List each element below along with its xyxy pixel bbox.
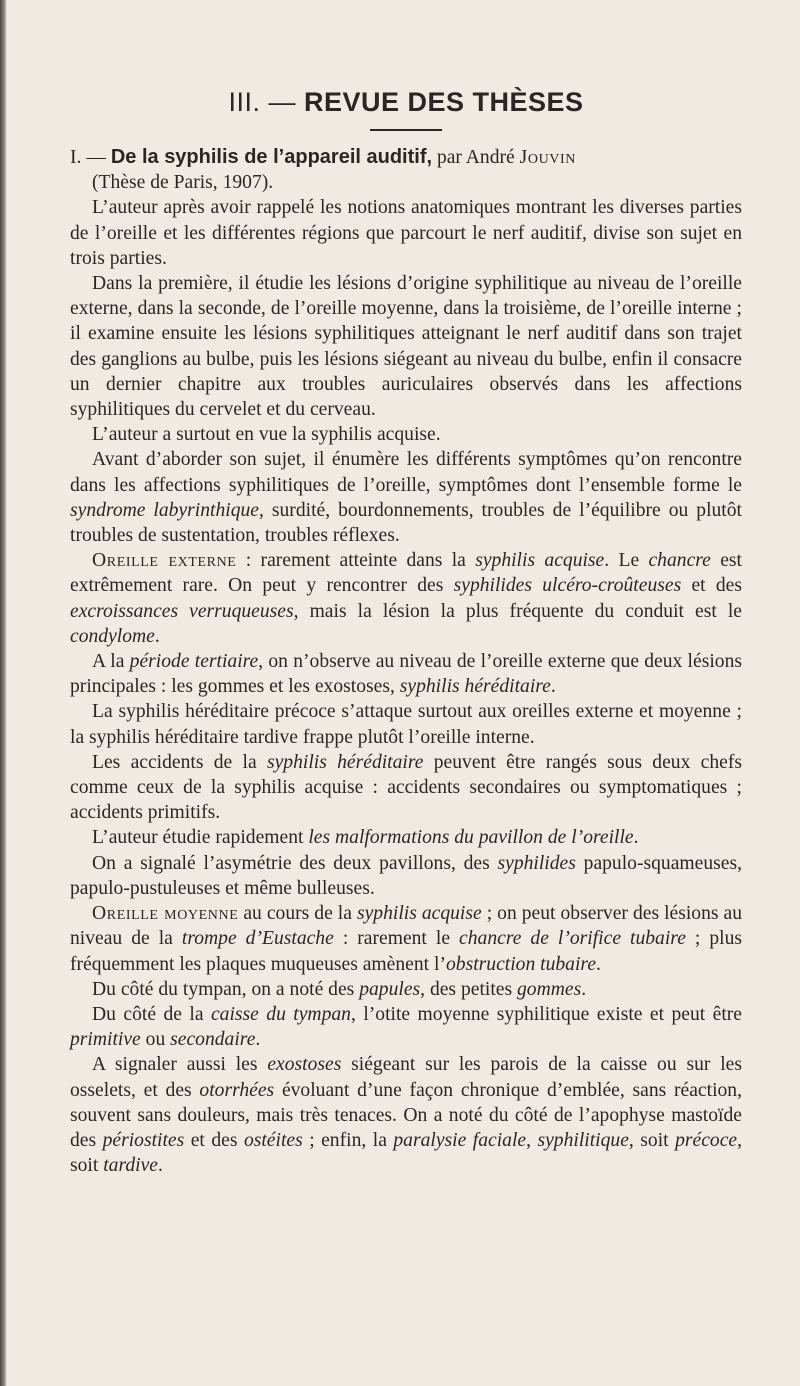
text-run: , mais la lésion la plus fréquente du conduit est le xyxy=(293,600,742,622)
text-run: et des xyxy=(184,1129,244,1151)
italic-term: otorrhées xyxy=(199,1079,275,1101)
paragraph xyxy=(70,548,742,649)
italic-term: syphilis héréditaire xyxy=(399,676,551,698)
text-run: . xyxy=(550,676,556,698)
italic-term: syndrome labyrinthique xyxy=(70,499,260,521)
paragraph xyxy=(70,750,742,826)
italic-term: gommes xyxy=(517,978,582,1000)
paragraph: Dans la première, il étudie les lésions d’origine syphilitique au niveau de l’oreille externe, dans la seconde, de l’oreille moyenne, dans la troisième, de l’oreille interne ; il examine ensuite les lésions syphilitiques atteignant le nerf auditif dans son trajet des ganglions au bulbe, puis les lésions siégeant au niveau du bulbe, enfin il consacre un dernier chapitre aux troubles auriculaires observés dans les affections syphilitiques du cervelet et du cerveau. xyxy=(70,273,742,421)
text-run: : rarement atteinte dans la xyxy=(236,550,476,572)
text-run: A la xyxy=(92,651,130,673)
italic-term: syphilitique xyxy=(537,1129,629,1151)
text-run: évoluant d’une façon chronique d’emblée, sans réaction, souvent sans douleurs, mais très tenaces. On a noté du côté de l’apophyse mastoïde des xyxy=(70,1079,742,1151)
paragraph: La syphilis héréditaire précoce s’attaque surtout aux oreilles externe et moyenne ; la syphilis héréditaire tardive frappe plutôt l’oreille interne. xyxy=(70,701,742,748)
text-run: au cours de la xyxy=(238,903,357,925)
paragraph xyxy=(70,447,742,548)
text-run: , des petites xyxy=(420,978,517,1000)
text-run: L’auteur étudie rapidement xyxy=(92,827,309,849)
paragraph xyxy=(70,851,742,901)
italic-term: période tertiaire xyxy=(129,651,259,673)
text-run: est extrêmement rare. On peut y rencontrer des xyxy=(70,550,742,597)
author-prefix: par André xyxy=(436,147,515,168)
italic-term: tardive xyxy=(103,1155,158,1177)
italic-term: syphilis acquise xyxy=(475,550,605,572)
text-run: , l’otite moyenne syphilitique existe et peut être xyxy=(350,1003,742,1025)
paragraph: L’auteur a surtout en vue la syphilis acquise. xyxy=(92,424,441,446)
text-run: . Le xyxy=(604,550,649,572)
article-subtitle: De la syphilis de l’appareil auditif, xyxy=(110,146,433,168)
text-run: On a signalé l’asymétrie des deux pavillons, des xyxy=(92,852,498,874)
section-number: III. — xyxy=(228,87,296,117)
heading-rule xyxy=(370,129,442,131)
text-run: Du côté de la xyxy=(92,1003,211,1025)
italic-term: précoce xyxy=(675,1129,738,1151)
text-run: . xyxy=(596,953,601,975)
page-content xyxy=(70,84,742,1178)
article-body xyxy=(70,145,742,1178)
italic-term: excroissances verruqueuses xyxy=(70,600,294,622)
section-label: Oreille externe xyxy=(92,550,237,572)
text-run: . xyxy=(158,1155,163,1177)
article-number: I. — xyxy=(70,147,106,168)
text-run: ; plus fréquemment les plaques muqueuses amènent l’ xyxy=(70,928,743,975)
text-run: . xyxy=(581,978,587,1000)
text-run: : rarement le xyxy=(333,928,460,950)
italic-term: syphilides xyxy=(497,852,576,874)
italic-term: syphilides ulcéro-croûteuses xyxy=(453,575,682,597)
text-run: , soit xyxy=(628,1129,676,1151)
italic-term: paralysie faciale xyxy=(393,1129,527,1151)
page-heading xyxy=(70,84,742,120)
text-run: Du côté du tympan, on a noté des xyxy=(92,978,360,1000)
text-run: Les accidents de la xyxy=(92,751,267,773)
italic-term: périostites xyxy=(102,1129,185,1151)
italic-term: chancre xyxy=(648,550,711,572)
text-run: , xyxy=(526,1129,538,1151)
paragraph xyxy=(70,649,742,699)
paragraph xyxy=(70,1052,742,1178)
italic-term: ostéites xyxy=(243,1129,303,1151)
italic-term: les malformations du pavillon de l’oreille xyxy=(308,827,634,849)
italic-term: syphilis acquise xyxy=(356,903,482,925)
text-run: , soit xyxy=(70,1129,742,1177)
text-run: . xyxy=(633,827,639,849)
text-run: . xyxy=(154,625,160,647)
text-run: , surdité, bourdonnements, troubles de l’équilibre ou plutôt troubles de sustentation, troubles réflexes. xyxy=(70,499,742,547)
text-run: peuvent être rangés sous deux chefs comme ceux de la syphilis acquise : accidents secondaires ou symptomatiques ; accidents primitifs. xyxy=(70,751,742,824)
paragraph xyxy=(70,1002,742,1052)
book-spine-edge xyxy=(0,0,7,1386)
italic-term: papules xyxy=(359,978,421,1000)
italic-term: trompe d’Eustache xyxy=(181,928,334,950)
paragraph xyxy=(70,901,742,977)
article-source: (Thèse de Paris, 1907). xyxy=(92,172,274,194)
italic-term: exostoses xyxy=(267,1054,342,1076)
text-run: siégeant sur les parois de la caisse ou sur les osselets, et des xyxy=(70,1054,742,1101)
paragraph xyxy=(70,825,742,850)
text-run: et des xyxy=(681,575,743,597)
paragraph: L’auteur après avoir rappelé les notions anatomiques montrant les diverses parties de l’oreille et les différentes régions que parcourt le nerf auditif, divise son sujet en trois parties. xyxy=(70,197,742,269)
italic-term: condylome xyxy=(70,625,155,647)
italic-term: primitive xyxy=(70,1029,141,1051)
paragraph xyxy=(70,977,742,1002)
text-run: papulo-squameuses, papulo-pustuleuses et même bulleuses. xyxy=(70,852,742,899)
text-run: A signaler aussi les xyxy=(92,1054,268,1076)
text-run: ; on peut observer des lésions au niveau de la xyxy=(70,903,743,950)
text-run: . xyxy=(255,1029,261,1051)
text-run: Avant d’aborder son sujet, il énumère les différents symptômes qu’on rencontre dans les affections syphilitiques de l’oreille, symptômes dont l’ensemble forme le xyxy=(70,449,742,496)
italic-term: syphilis héréditaire xyxy=(266,751,424,773)
text-run: ; enfin, la xyxy=(302,1129,394,1151)
italic-term: chancre de l’orifice tubaire xyxy=(459,928,686,950)
article-title-line xyxy=(70,145,742,170)
italic-term: obstruction tubaire xyxy=(445,953,597,975)
text-run: , on n’observe au niveau de l’oreille externe que deux lésions principales : les gommes et les exostoses, xyxy=(70,651,742,698)
section-label: Oreille moyenne xyxy=(92,903,239,925)
italic-term: secondaire xyxy=(170,1029,256,1051)
italic-term: caisse du tympan xyxy=(210,1003,351,1025)
author-name: Jouvin xyxy=(519,147,576,168)
text-run: ou xyxy=(140,1029,171,1051)
section-title: REVUE DES THÈSES xyxy=(303,87,584,117)
